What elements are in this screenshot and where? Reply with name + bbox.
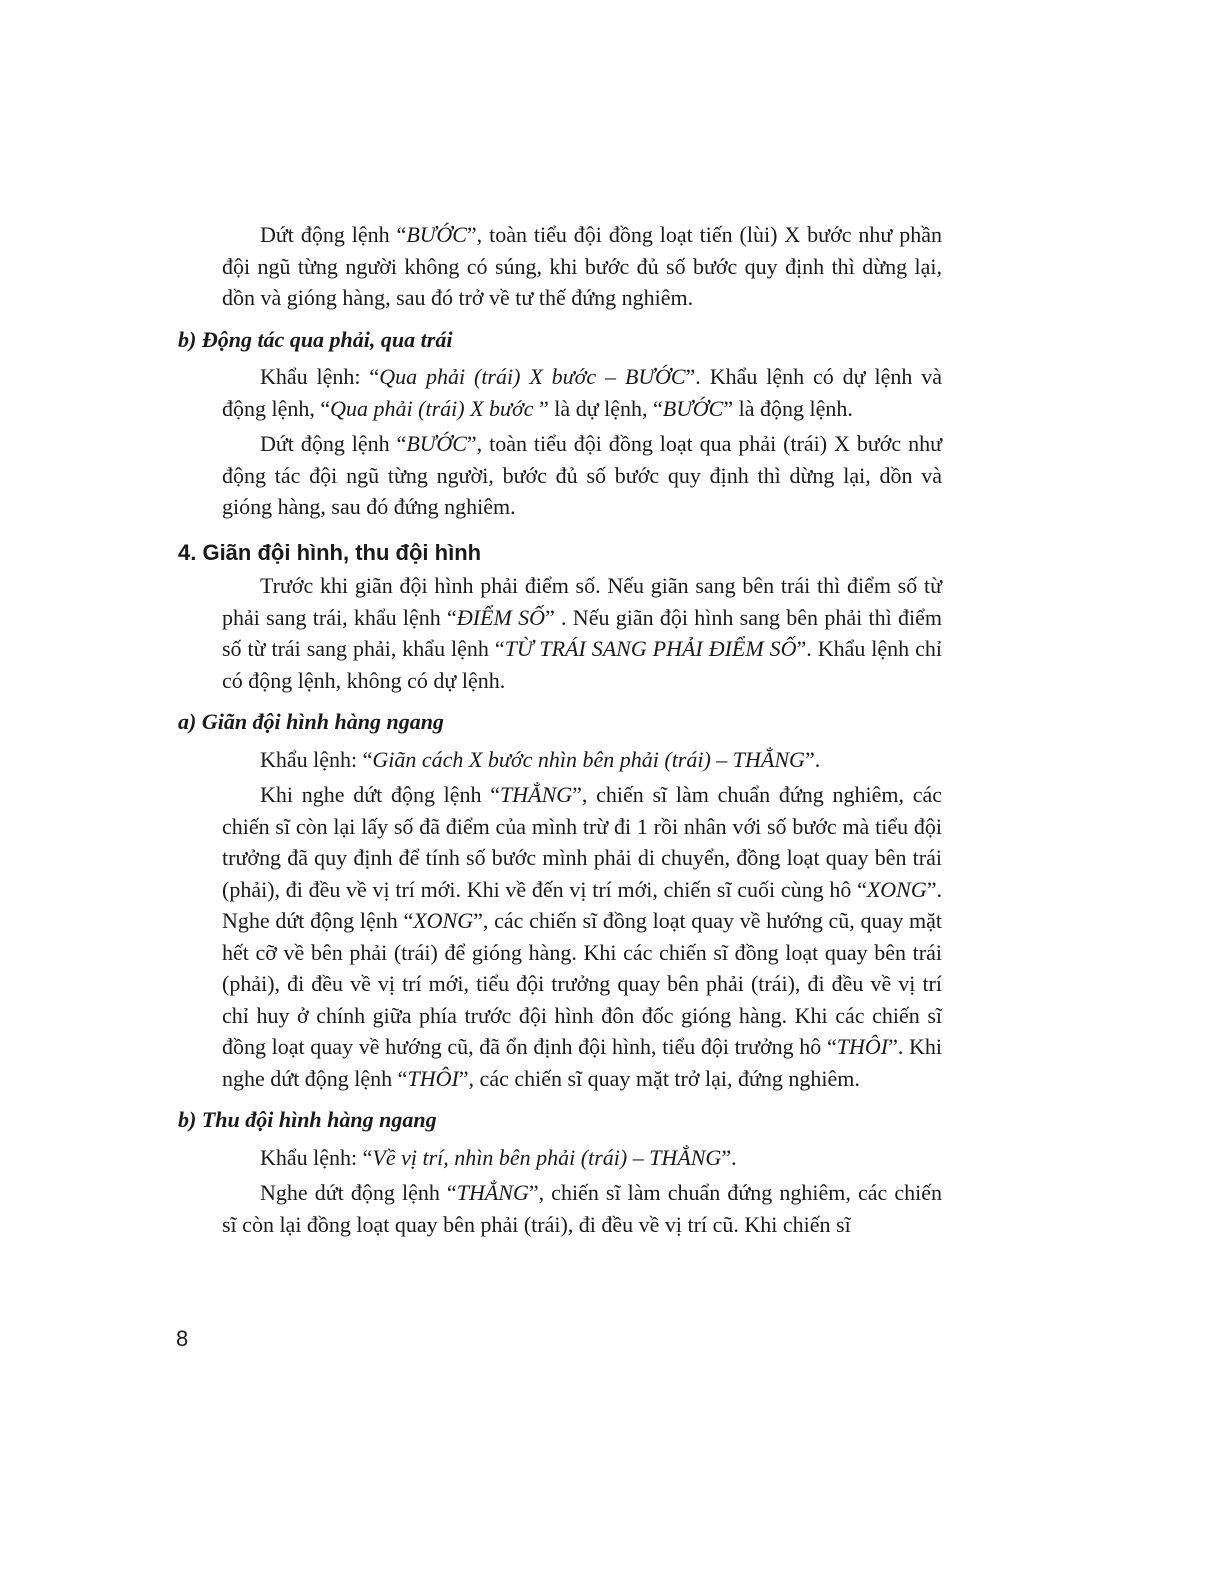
paragraph: Dứt động lệnh “BƯỚC”, toàn tiểu đội đồng loạt tiến (lùi) X bước như phần đội ngũ từng người không có súng, khi bước đủ số bước quy định thì dừng lại, dồn và gióng hàng, sau đó trở về tư thế đứng nghiêm. <box>222 222 942 310</box>
paragraph: Khẩu lệnh: “Về vị trí, nhìn bên phải (trái) – THẲNG”. <box>260 1144 737 1170</box>
paragraph: Trước khi giãn đội hình phải điểm số. Nếu giãn sang bên trái thì điểm số từ phải sang trái, khẩu lệnh “ĐIỂM SỐ” . Nếu giãn đội hình sang bên phải thì điểm số từ trái sang phải, khẩu lệnh “TỪ TRÁI SANG PHẢI ĐIỂM SỐ”. Khẩu lệnh chỉ có động lệnh, không có dự lệnh. <box>222 573 943 693</box>
paragraph: Khẩu lệnh: “Giãn cách X bước nhìn bên phải (trái) – THẲNG”. <box>260 746 821 772</box>
subheading: a) Giãn đội hình hàng ngang <box>178 709 444 734</box>
section-heading: 4. Giãn đội hình, thu đội hình <box>178 539 482 565</box>
paragraph: Khẩu lệnh: “Qua phải (trái) X bước – BƯỚC”. Khẩu lệnh có dự lệnh và động lệnh, “Qua phải (trái) X bước ” là dự lệnh, “BƯỚC” là động lệnh. <box>222 364 943 421</box>
subheading: b) Thu đội hình hàng ngang <box>178 1107 437 1132</box>
body-text <box>178 219 943 1250</box>
paragraph: Dứt động lệnh “BƯỚC”, toàn tiểu đội đồng loạt qua phải (trái) X bước như động tác đội ngũ từng người, bước đủ số bước quy định thì dừng lại, dồn và gióng hàng, sau đó đứng nghiêm. <box>222 431 942 519</box>
page-number: 8 <box>176 1326 189 1351</box>
paragraph: Nghe dứt động lệnh “THẲNG”, chiến sĩ làm chuẩn đứng nghiêm, các chiến sĩ còn lại đồng loạt quay bên phải (trái), đi đều về vị trí cũ. Khi chiến sĩ <box>222 1180 942 1237</box>
subheading: b) Động tác qua phải, qua trái <box>178 326 453 352</box>
paragraph: Khi nghe dứt động lệnh “THẲNG”, chiến sĩ làm chuẩn đứng nghiêm, các chiến sĩ còn lại lấy số đã điểm của mình trừ đi 1 rồi nhân với số bước mà tiểu đội trưởng đã quy định để tính số bước mình phải di chuyển, đồng loạt quay bên trái (phải), đi đều về vị trí mới. Khi về đến vị trí mới, chiến sĩ cuối cùng hô “XONG”. Nghe dứt động lệnh “XONG”, các chiến sĩ đồng loạt quay về hướng cũ, quay mặt hết cỡ về bên phải (trái) để gióng hàng. Khi các chiến sĩ đồng loạt quay bên trái (phải), đi đều về vị trí mới, tiểu đội trưởng quay bên phải (trái), đi đều về vị trí chỉ huy ở chính giữa phía trước đội hình đôn đốc gióng hàng. Khi các chiến sĩ đồng loạt quay về hướng cũ, đã ổn định đội hình, tiểu đội trưởng hô “THÔI”. Khi nghe dứt động lệnh “THÔI”, các chiến sĩ quay mặt trở lại, đứng nghiêm. <box>222 782 943 1091</box>
